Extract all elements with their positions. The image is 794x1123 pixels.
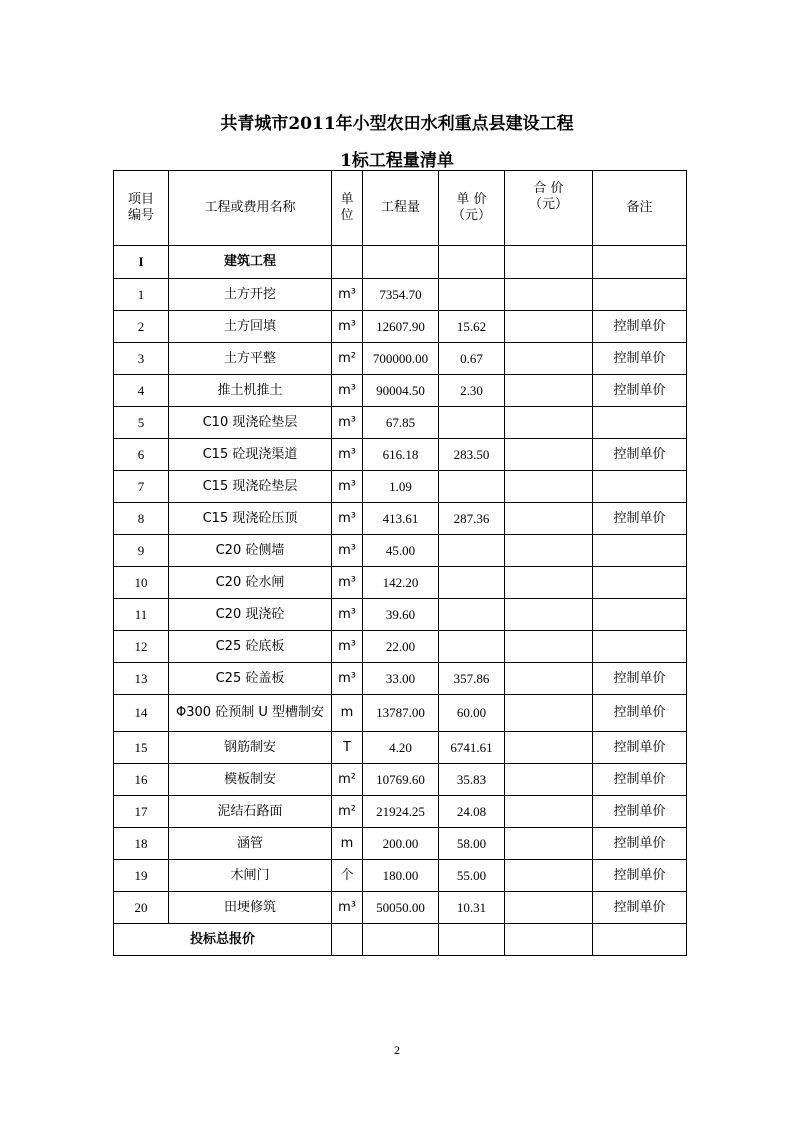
- row-quantity: 33.00: [363, 663, 439, 695]
- row-note: 控制单价: [593, 764, 687, 796]
- row-index: 20: [114, 892, 169, 924]
- table-row: [114, 828, 687, 860]
- row-unit-price: [439, 471, 505, 503]
- row-unit-price: 357.86: [439, 663, 505, 695]
- row-unit-price: 35.83: [439, 764, 505, 796]
- row-quantity: 45.00: [363, 535, 439, 567]
- row-note: 控制单价: [593, 375, 687, 407]
- row-unit-price: 58.00: [439, 828, 505, 860]
- row-unit-price: 15.62: [439, 311, 505, 343]
- row-item-name: 土方开挖: [169, 279, 332, 311]
- row-unit: m²: [332, 764, 363, 796]
- row-item-name: C25 砼盖板: [169, 663, 332, 695]
- row-total-price: [505, 764, 593, 796]
- row-unit: m³: [332, 311, 363, 343]
- row-total-price: [505, 375, 593, 407]
- row-item-name: 泥结石路面: [169, 796, 332, 828]
- row-note: 控制单价: [593, 311, 687, 343]
- table-row: [114, 535, 687, 567]
- row-index: 17: [114, 796, 169, 828]
- row-quantity: 142.20: [363, 567, 439, 599]
- row-total-price: [505, 343, 593, 375]
- row-note: 控制单价: [593, 796, 687, 828]
- row-item-name: 土方回填: [169, 311, 332, 343]
- row-total-price: [505, 503, 593, 535]
- row-unit-price: 60.00: [439, 695, 505, 732]
- row-unit-price: [439, 535, 505, 567]
- row-unit-price: 0.67: [439, 343, 505, 375]
- header-total: 合 价 （元）: [505, 171, 593, 246]
- section-row: [114, 246, 687, 279]
- row-quantity: 67.85: [363, 407, 439, 439]
- row-quantity: 180.00: [363, 860, 439, 892]
- row-index: 16: [114, 764, 169, 796]
- row-total-price: [505, 732, 593, 764]
- row-index: 9: [114, 535, 169, 567]
- table-row: [114, 663, 687, 695]
- row-quantity: 39.60: [363, 599, 439, 631]
- row-note: 控制单价: [593, 663, 687, 695]
- row-item-name: C20 现浇砼: [169, 599, 332, 631]
- row-unit: m²: [332, 343, 363, 375]
- row-total-price: [505, 631, 593, 663]
- row-unit-price: 6741.61: [439, 732, 505, 764]
- table-row: [114, 375, 687, 407]
- row-item-name: 涵管: [169, 828, 332, 860]
- row-quantity: 12607.90: [363, 311, 439, 343]
- row-total-price: [505, 663, 593, 695]
- row-item-name: 土方平整: [169, 343, 332, 375]
- row-item-name: 钢筋制安: [169, 732, 332, 764]
- row-note: 控制单价: [593, 503, 687, 535]
- row-unit-price: [439, 631, 505, 663]
- document-subtitle: 1标工程量清单: [340, 151, 454, 171]
- table-row: [114, 279, 687, 311]
- section-name: 建筑工程: [169, 246, 332, 279]
- row-note: [593, 567, 687, 599]
- table-row: [114, 695, 687, 732]
- row-note: [593, 407, 687, 439]
- row-index: 13: [114, 663, 169, 695]
- row-index: 5: [114, 407, 169, 439]
- row-unit: m³: [332, 599, 363, 631]
- row-index: 8: [114, 503, 169, 535]
- row-total-price: [505, 892, 593, 924]
- page-number: 2: [394, 1043, 400, 1057]
- table-row: [114, 764, 687, 796]
- row-total-price: [505, 695, 593, 732]
- row-unit: m: [332, 695, 363, 732]
- table-row: [114, 343, 687, 375]
- total-label: 投标总报价: [114, 924, 332, 956]
- row-note: 控制单价: [593, 439, 687, 471]
- row-item-name: 推土机推土: [169, 375, 332, 407]
- row-total-price: [505, 860, 593, 892]
- row-quantity: 700000.00: [363, 343, 439, 375]
- row-unit: m: [332, 828, 363, 860]
- row-index: 12: [114, 631, 169, 663]
- table-row: [114, 567, 687, 599]
- row-item-name: C25 砼底板: [169, 631, 332, 663]
- table-row: [114, 503, 687, 535]
- bill-of-quantities-table: [113, 170, 687, 956]
- row-unit-price: 55.00: [439, 860, 505, 892]
- table-row: [114, 892, 687, 924]
- row-item-name: 田埂修筑: [169, 892, 332, 924]
- row-quantity: 50050.00: [363, 892, 439, 924]
- table-row: [114, 631, 687, 663]
- row-item-name: C15 现浇砼压顶: [169, 503, 332, 535]
- row-unit: m³: [332, 503, 363, 535]
- row-quantity: 1.09: [363, 471, 439, 503]
- table-row: [114, 599, 687, 631]
- row-index: 11: [114, 599, 169, 631]
- row-note: 控制单价: [593, 343, 687, 375]
- row-total-price: [505, 311, 593, 343]
- row-unit: m³: [332, 567, 363, 599]
- row-unit-price: 10.31: [439, 892, 505, 924]
- row-item-name: Φ300 砼预制 U 型槽制安: [169, 695, 332, 732]
- row-unit: m³: [332, 631, 363, 663]
- row-index: 14: [114, 695, 169, 732]
- row-total-price: [505, 279, 593, 311]
- row-unit-price: [439, 599, 505, 631]
- row-total-price: [505, 439, 593, 471]
- row-item-name: 模板制安: [169, 764, 332, 796]
- row-unit: m³: [332, 535, 363, 567]
- header-qty: 工程量: [363, 171, 439, 246]
- row-note: [593, 535, 687, 567]
- row-quantity: 4.20: [363, 732, 439, 764]
- row-quantity: 200.00: [363, 828, 439, 860]
- row-note: 控制单价: [593, 860, 687, 892]
- row-unit: T: [332, 732, 363, 764]
- row-index: 6: [114, 439, 169, 471]
- row-quantity: 22.00: [363, 631, 439, 663]
- row-total-price: [505, 471, 593, 503]
- row-index: 1: [114, 279, 169, 311]
- row-item-name: C20 砼侧墙: [169, 535, 332, 567]
- row-quantity: 21924.25: [363, 796, 439, 828]
- row-total-price: [505, 567, 593, 599]
- row-unit: 个: [332, 860, 363, 892]
- row-index: 3: [114, 343, 169, 375]
- table-header-row: [114, 171, 687, 246]
- row-unit: m³: [332, 663, 363, 695]
- row-unit-price: 2.30: [439, 375, 505, 407]
- row-item-name: C20 砼水闸: [169, 567, 332, 599]
- row-unit: m²: [332, 796, 363, 828]
- row-index: 19: [114, 860, 169, 892]
- total-row: [114, 924, 687, 956]
- row-unit-price: 24.08: [439, 796, 505, 828]
- row-index: 7: [114, 471, 169, 503]
- row-note: 控制单价: [593, 828, 687, 860]
- row-item-name: 木闸门: [169, 860, 332, 892]
- row-item-name: C15 砼现浇渠道: [169, 439, 332, 471]
- row-note: 控制单价: [593, 695, 687, 732]
- row-quantity: 90004.50: [363, 375, 439, 407]
- row-item-name: C10 现浇砼垫层: [169, 407, 332, 439]
- row-unit-price: [439, 279, 505, 311]
- row-quantity: 616.18: [363, 439, 439, 471]
- row-total-price: [505, 407, 593, 439]
- row-unit: m³: [332, 279, 363, 311]
- table-row: [114, 796, 687, 828]
- row-note: [593, 471, 687, 503]
- row-index: 15: [114, 732, 169, 764]
- header-note: 备注: [593, 171, 687, 246]
- row-index: 10: [114, 567, 169, 599]
- table-row: [114, 471, 687, 503]
- row-note: 控制单价: [593, 892, 687, 924]
- row-unit: m³: [332, 407, 363, 439]
- row-unit-price: 287.36: [439, 503, 505, 535]
- row-quantity: 7354.70: [363, 279, 439, 311]
- row-index: 4: [114, 375, 169, 407]
- row-total-price: [505, 599, 593, 631]
- row-quantity: 413.61: [363, 503, 439, 535]
- row-index: 18: [114, 828, 169, 860]
- row-unit: m³: [332, 439, 363, 471]
- table-row: [114, 732, 687, 764]
- row-total-price: [505, 535, 593, 567]
- row-unit: m³: [332, 892, 363, 924]
- row-note: [593, 631, 687, 663]
- header-name: 工程或费用名称: [169, 171, 332, 246]
- row-unit: m³: [332, 375, 363, 407]
- row-note: [593, 599, 687, 631]
- header-price: 单 价 （元）: [439, 171, 505, 246]
- row-total-price: [505, 828, 593, 860]
- row-unit: m³: [332, 471, 363, 503]
- row-note: [593, 279, 687, 311]
- table-row: [114, 407, 687, 439]
- row-total-price: [505, 796, 593, 828]
- row-item-name: C15 现浇砼垫层: [169, 471, 332, 503]
- row-unit-price: [439, 567, 505, 599]
- table-row: [114, 311, 687, 343]
- row-quantity: 10769.60: [363, 764, 439, 796]
- row-unit-price: [439, 407, 505, 439]
- row-note: 控制单价: [593, 732, 687, 764]
- header-unit: 单 位: [332, 171, 363, 246]
- table-row: [114, 439, 687, 471]
- header-index: 项目 编号: [114, 171, 169, 246]
- row-unit-price: 283.50: [439, 439, 505, 471]
- table-row: [114, 860, 687, 892]
- section-index: I: [114, 246, 169, 279]
- document-title: 共青城市2011年小型农田水利重点县建设工程: [220, 114, 574, 134]
- row-index: 2: [114, 311, 169, 343]
- row-quantity: 13787.00: [363, 695, 439, 732]
